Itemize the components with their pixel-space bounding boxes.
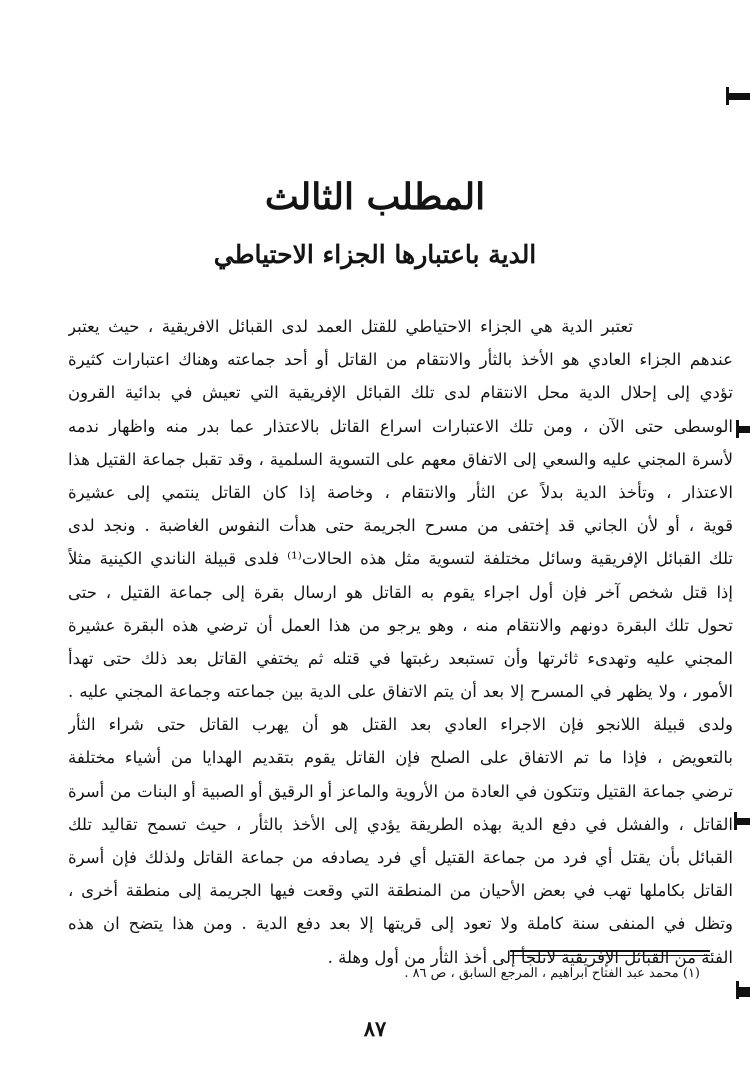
body-line: وتظل في المنفى سنة كاملة ولا تعود إلى قريتها إلا بعد دفع الدية . ومن هذا يتضح ان هذه (68, 914, 733, 934)
body-line: بالتعويض ، فإذا ما تم الاتفاق على الصلح فإن القاتل يقوم بتقديم الهدايا من أشياء مختلفة (68, 748, 733, 768)
body-line: إذا قتل شخص آخر فإن أول اجراء يقوم به القاتل هو ارسال بقرة إلى جماعة القتيل ، حتى (68, 582, 733, 602)
footnote-divider (510, 950, 710, 952)
body-line: ولدى قبيلة اللانجو فإن الاجراء العادي بعد القتل هو أن يهرب القاتل حتى شراء الثأر (68, 715, 733, 735)
page-number: ٨٧ (363, 1016, 387, 1041)
margin-scan-mark (738, 987, 750, 997)
margin-scan-mark (738, 426, 750, 433)
body-line: القاتل بكاملها تهب في بعض الأحيان من المنطقة التي وقعت فيها الجريمة إلى منطقة أخرى ، (68, 881, 733, 901)
body-line: الأمور ، ولا يظهر في المسرح إلا بعد أن يتم الاتفاق على الدية بين جماعته وجماعة المجني عليه . (68, 682, 733, 702)
margin-scan-mark (736, 818, 750, 825)
body-paragraph (68, 310, 733, 974)
body-line: لأسرة المجني عليه والسعي إلى الاتفاق معهم على التسوية السلمية ، وقد تقبل جماعة القتيل هذا (68, 449, 733, 469)
body-line: المجني عليه وتهدىء ثائرتها وأن تستبعد رغبتها في قتله ثم يختفي القاتل بعد ذلك حتى تهدأ (68, 648, 733, 668)
body-line: الوسطى حتى الآن ، ومن تلك الاعتبارات اسراع القاتل بالاعتذار عما بدر منه واظهار ندمه (68, 416, 733, 436)
body-line: تلك القبائل الإفريقية وسائل مختلفة لتسوية مثل هذه الحالات⁽¹⁾ فلدى قبيلة الناندي الكينية مثلاً (68, 549, 733, 569)
body-line: الفئة من القبائل الإفريقية لاتلجأ إلى أخذ الثأر من أول وهلة . (327, 947, 733, 967)
margin-scan-mark (728, 93, 750, 100)
body-line: تؤدي إلى إحلال الدية محل الانتقام لدى تلك القبائل الإفريقية التي تعيش في بدائية القرون (68, 383, 733, 403)
body-line: عندهم الجزاء العادي هو الأخذ بالثأر والانتقام من القاتل أو أحد جماعته وهناك اعتبارات كثيرة (68, 350, 733, 370)
footnote: (١) محمد عبد الفتاح ابراهيم ، المرجع السابق ، ص ٨٦ . (404, 966, 700, 981)
body-line: القاتل ، والفشل في دفع الدية بهذه الطريقة يؤدي إلى الأخذ بالثأر ، حيث تسمح تقاليد تلك (68, 814, 733, 834)
body-line: ترضي جماعة القتيل وتتكون في العادة من الأروية والماعز أو الرقيق أو الصبية أو البنات من أسرة (68, 781, 733, 801)
body-line: الاعتذار ، وتأخذ الدية بدلاً عن الثأر والانتقام ، وخاصة إذا كان القاتل ينتمي إلى عشيرة (68, 482, 733, 502)
body-line: تعتبر الدية هي الجزاء الاحتياطي للقتل العمد لدى القبائل الافريقية ، حيث يعتبر (68, 317, 633, 336)
footnote-divider (510, 955, 710, 956)
body-line: تحول تلك البقرة دونهم والانتقام منه ، وهو يرجو من هذا العمل أن ترضي هذه البقرة عشيرة (68, 615, 733, 635)
section-subtitle: الدية باعتبارها الجزاء الاحتياطي (213, 240, 537, 269)
body-line: قوية ، أو لأن الجاني قد إختفى من مسرح الجريمة حتى هدأت النفوس الغاضبة . ونجد لدى (68, 516, 733, 536)
body-line: القبائل بأن يقتل أي فرد من جماعة القتيل أي فرد يصادفه من جماعة القاتل ولذلك فإن أسرة (68, 848, 733, 867)
section-title: المطلب الثالث (264, 176, 486, 218)
